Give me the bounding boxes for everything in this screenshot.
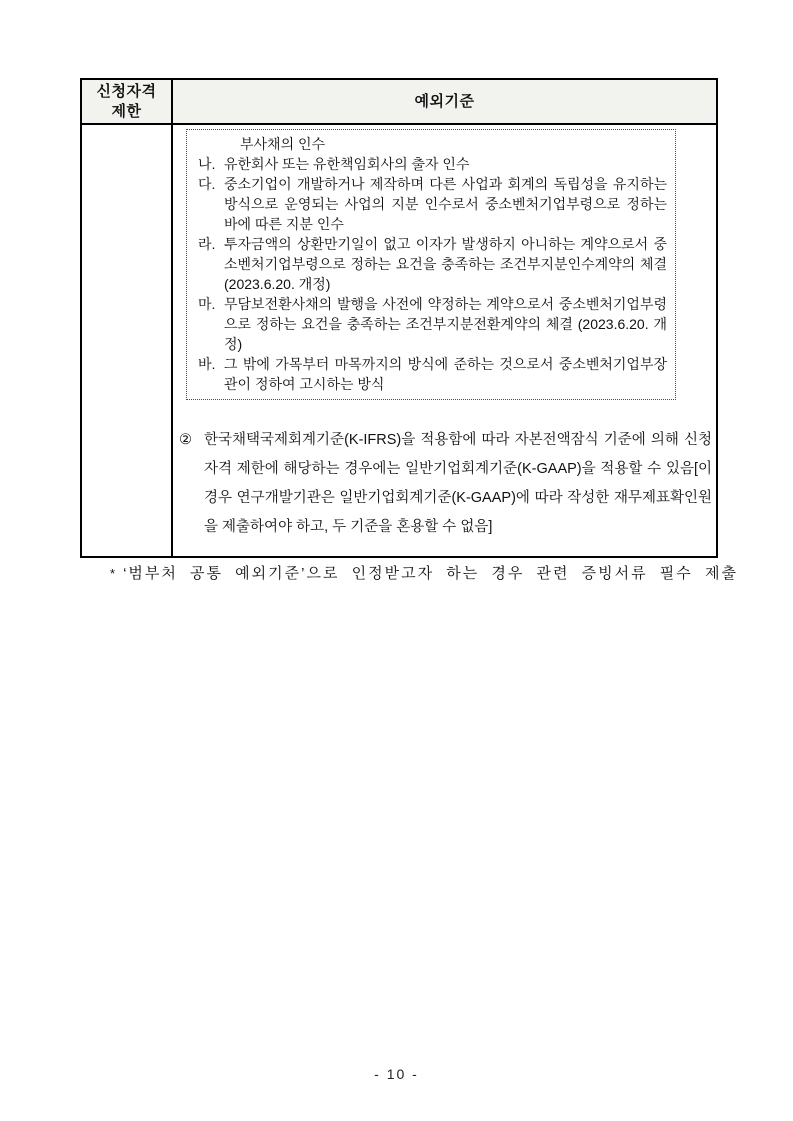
list-marker: 나.	[198, 156, 216, 172]
paragraph-3-marker	[179, 554, 204, 556]
continuation-line: 부사채의 인수	[240, 136, 326, 152]
exception-criteria-cell	[173, 125, 716, 556]
page-number: - 10 -	[374, 1066, 419, 1082]
table-footnote	[110, 562, 738, 586]
paragraph-2-marker: ②	[179, 432, 192, 448]
col-header-exception	[173, 80, 716, 123]
list-marker: 마.	[198, 296, 216, 312]
list-item-ba	[198, 354, 667, 394]
investment-methods-box	[186, 129, 676, 400]
paragraph-evaluation	[179, 554, 712, 556]
list-item-na	[198, 154, 667, 174]
col-header-restriction	[82, 80, 173, 123]
footnote-text: ‘범부처 공통 예외기준’으로 인정받고자 하는 경우 관련 증빙서류 필수 제출	[123, 565, 738, 582]
eligibility-exception-table	[80, 78, 718, 558]
list-text: 중소기업이 개발하거나 제작하며 다른 사업과 회계의 독립성을 유지하는 방식으로 운영되는 사업의 지분 인수로서 중소벤처기업부령으로 정하는 바에 따른 지분 인수	[224, 176, 667, 232]
list-marker: 다.	[198, 176, 216, 192]
list-text: 투자금액의 상환만기일이 없고 이자가 발생하지 아니하는 계약으로서 중소벤처기업부령으로 정하는 요건을 충족하는 조건부지분인수계약의 체결 (2023.6.20. 개정)	[224, 236, 667, 292]
col-header-restriction-line1: 신청자격	[96, 82, 157, 100]
asterisk-icon: *	[110, 566, 118, 581]
list-text: 유한회사 또는 유한책임회사의 출자 인수	[224, 156, 470, 172]
paragraph-2-text: 한국채택국제회계기준(K-IFRS)을 적용함에 따라 자본전액잠식 기준에 의해 신청자격 제한에 해당하는 경우에는 일반기업회계기준(K-GAAP)을 적용할 수 있음[이 경우 연구개발기관은 일반기업회계기준(K-GAAP)에 따라 작성한 재무제표확인원을 제출하여야 하고, 두 기준을 혼용할 수 없음]	[204, 432, 712, 535]
list-marker: 라.	[198, 236, 216, 252]
paragraph-kifrs	[179, 426, 712, 542]
col-header-restriction-line2: 제한	[111, 102, 142, 120]
table-header-row	[82, 80, 716, 125]
list-item-da	[198, 174, 667, 234]
list-marker: 바.	[198, 356, 216, 372]
col-header-exception-label: 예외기준	[414, 92, 475, 110]
restriction-cell-empty	[82, 125, 173, 556]
list-item-ra	[198, 234, 667, 294]
list-text: 그 밖에 가목부터 마목까지의 방식에 준하는 것으로서 중소벤처기업부장관이 정하여 고시하는 방식	[224, 356, 667, 392]
list-item-ma	[198, 294, 667, 354]
table-body-row	[82, 125, 716, 556]
list-text: 무담보전환사채의 발행을 사전에 약정하는 계약으로서 중소벤처기업부령으로 정하는 요건을 충족하는 조건부지분전환계약의 체결 (2023.6.20. 개정)	[224, 296, 667, 352]
